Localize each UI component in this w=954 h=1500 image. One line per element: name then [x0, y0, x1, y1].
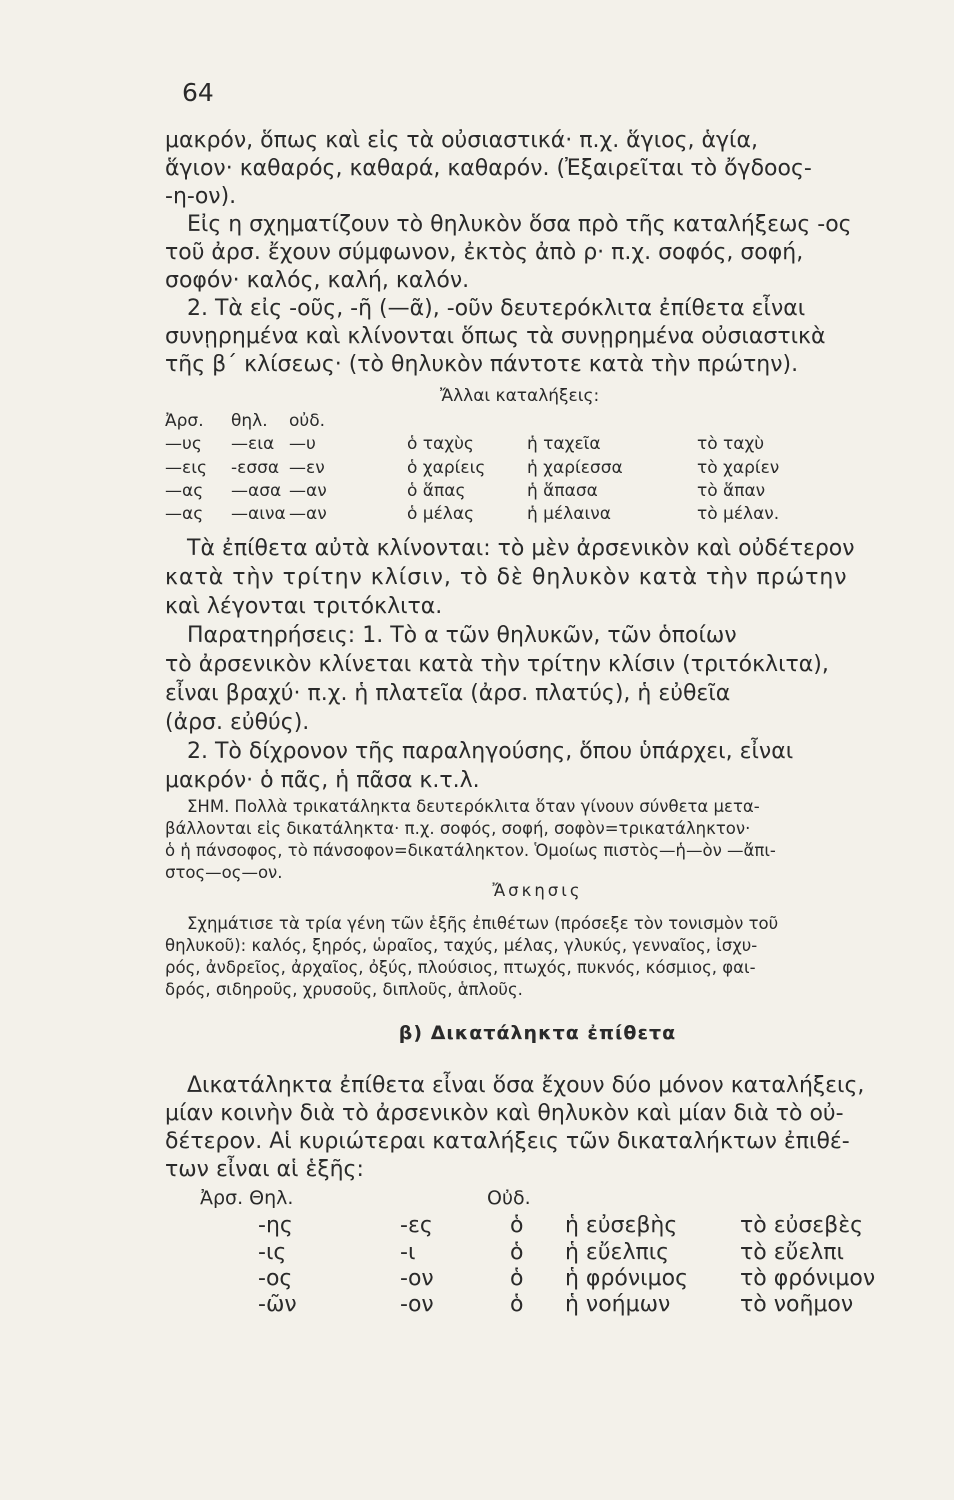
- text-line: μακρόν· ὁ πᾶς, ἡ πᾶσα κ.τ.λ.: [165, 768, 480, 793]
- table-cell: -εσσα: [231, 458, 280, 478]
- text-line: Δικατάληκτα ἐπίθετα εἶναι ὅσα ἔχουν δύο μόνον καταλήξεις,: [187, 1073, 865, 1098]
- table-cell: ἡ χαρίεσσα: [527, 458, 623, 478]
- table-cell: —αινα: [231, 504, 286, 524]
- table-cell: —αν: [289, 504, 327, 524]
- table-cell: τὸ χαρίεν: [697, 458, 780, 478]
- text-line: (ἀρσ. εὐθύς).: [165, 710, 310, 735]
- table-header: Ἀρσ. Θηλ.: [200, 1187, 294, 1209]
- paragraph-tritoklita: [165, 534, 910, 795]
- exercise-block: [165, 913, 910, 1001]
- text-line: ἅγιον· καθαρός, καθαρά, καθαρόν. (Ἐξαιρεῖται τὸ ὄγδοος-: [165, 156, 812, 181]
- text-line: καὶ λέγονται τριτόκλιτα.: [165, 594, 443, 619]
- text-line: σοφόν· καλός, καλή, καλόν.: [165, 268, 470, 293]
- exercise-title: Ἄσκησις: [492, 881, 583, 900]
- table-cell: ὁ: [510, 1292, 524, 1317]
- text-line: στος—ος—ον.: [165, 863, 283, 882]
- table-cell: —ας: [165, 504, 204, 524]
- table-cell: τὸ εὐσεβὲς: [740, 1213, 863, 1238]
- table-cell: —ας: [165, 481, 204, 501]
- text-line: 2. Τὰ εἰς -οῦς, -ῆ (—ᾶ), -οῦν δευτερόκλιτα ἐπίθετα εἶναι: [187, 296, 806, 321]
- text-line: τῆς β΄ κλίσεως· (τὸ θηλυκὸν πάντοτε κατὰ τὴν πρώτην).: [165, 352, 799, 377]
- table-cell: —εις: [165, 458, 207, 478]
- text-line: μακρόν, ὅπως καὶ εἰς τὰ οὐσιαστικά· π.χ. ἅγιος, ἁγία,: [165, 128, 758, 153]
- text-line: ΣΗΜ. Πολλὰ τρικατάληκτα δευτερόκλιτα ὅταν γίνουν σύνθετα μετα-: [187, 797, 760, 816]
- table-cell: ὁ: [510, 1266, 524, 1291]
- text-line: βάλλονται εἰς δικατάληκτα· π.χ. σοφός, σοφή, σοφὸν=τρικατάληκτον·: [165, 819, 751, 838]
- table-cell: —υς: [165, 434, 202, 454]
- table-cell: ἡ ἅπασα: [527, 481, 598, 501]
- table-header: θηλ.: [231, 411, 268, 431]
- table-cell: -ῶν: [258, 1292, 297, 1317]
- text-line: συνῃρημένα καὶ κλίνονται ὅπως τὰ συνῃρημένα οὐσιαστικὰ: [165, 324, 826, 349]
- text-line: μίαν κοινὴν διὰ τὸ ἀρσενικὸν καὶ θηλυκὸν καὶ μίαν διὰ τὸ οὐ-: [165, 1101, 844, 1126]
- text-line: Παρατηρήσεις: 1. Τὸ α τῶν θηλυκῶν, τῶν ὁποίων: [187, 623, 737, 648]
- note-block: [165, 796, 910, 884]
- table-cell: —εια: [231, 434, 275, 454]
- table-cell: —εν: [289, 458, 325, 478]
- table-cell: —ασα: [231, 481, 282, 501]
- text-line: τὸ ἀρσενικὸν κλίνεται κατὰ τὴν τρίτην κλίσιν (τριτόκλιτα),: [165, 652, 829, 677]
- paragraph-dikataleikta: [165, 1072, 910, 1184]
- text-line: δρός, σιδηροῦς, χρυσοῦς, διπλοῦς, ἁπλοῦς.: [165, 980, 523, 999]
- table-cell: ὁ: [510, 1213, 524, 1238]
- text-line: Εἰς η σχηματίζουν τὸ θηλυκὸν ὅσα πρὸ τῆς καταλήξεως -ος: [187, 212, 852, 237]
- table-cell: -ον: [400, 1292, 434, 1317]
- table-cell: -ον: [400, 1266, 434, 1291]
- text-line: των εἶναι αἱ ἑξῆς:: [165, 1157, 364, 1182]
- table-cell: τὸ νοῆμον: [740, 1292, 854, 1317]
- table-cell: ἡ νοήμων: [565, 1292, 671, 1317]
- table-cell: ἡ εὐσεβὴς: [565, 1213, 678, 1238]
- table-cell: ἡ φρόνιμος: [565, 1266, 688, 1291]
- table-cell: τὸ ἅπαν: [697, 481, 766, 501]
- text-line: ὁ ἡ πάνσοφος, τὸ πάνσοφον=δικατάληκτον. Ὁμοίως πιστὸς—ἡ—ὸν —ἄπι-: [165, 841, 776, 860]
- table-cell: ὁ μέλας: [407, 504, 475, 524]
- text-line: δέτερον. Αἱ κυριώτεραι καταλήξεις τῶν δικαταλήκτων ἐπιθέ-: [165, 1129, 850, 1154]
- table-cell: ἡ εὔελπις: [565, 1240, 670, 1265]
- table-cell: ὁ χαρίεις: [407, 458, 486, 478]
- table-cell: —υ: [289, 434, 316, 454]
- text-line: Σχημάτισε τὰ τρία γένη τῶν ἑξῆς ἐπιθέτων (πρόσεξε τὸν τονισμὸν τοῦ: [187, 914, 779, 933]
- table-cell: ὁ ταχὺς: [407, 434, 474, 454]
- text-line: εἶναι βραχύ· π.χ. ἡ πλατεῖα (ἀρσ. πλατύς), ἡ εὐθεῖα: [165, 681, 731, 706]
- section-heading: β) Δικατάληκτα ἐπίθετα: [398, 1022, 677, 1044]
- text-line: 2. Τὸ δίχρονον τῆς παραληγούσης, ὅπου ὑπάρχει, εἶναι: [187, 739, 794, 764]
- table-cell: τὸ ταχὺ: [697, 434, 765, 454]
- page-number: 64: [182, 78, 214, 107]
- table-cell: ἡ μέλαινα: [527, 504, 611, 524]
- text-line: -η-ον).: [165, 184, 237, 209]
- text-line: Τὰ ἐπίθετα αὐτὰ κλίνονται: τὸ μὲν ἀρσενικὸν καὶ οὐδέτερον: [187, 536, 855, 561]
- text-line: θηλυκοῦ): καλός, ξηρός, ὡραῖος, ταχύς, μέλας, γλυκύς, γενναῖος, ἰσχυ-: [165, 936, 758, 955]
- table-cell: τὸ φρόνιμον: [740, 1266, 876, 1291]
- table-header: Ἀρσ.: [165, 411, 204, 431]
- table-cell: ὁ: [510, 1240, 524, 1265]
- table-cell: τὸ μέλαν.: [697, 504, 780, 524]
- table-cell: ἡ ταχεῖα: [527, 434, 601, 454]
- text-line: ρός, ἀνδρεῖος, ἀρχαῖος, ὀξύς, πλούσιος, πτωχός, πυκνός, κόσμιος, φαι-: [165, 958, 756, 977]
- table-cell: —αν: [289, 481, 327, 501]
- paragraph-adjective-feminine: [165, 127, 910, 379]
- table-cell: τὸ εὔελπι: [740, 1240, 844, 1265]
- table-cell: -ης: [258, 1213, 293, 1238]
- text-line: κατὰ τὴν τρίτην κλίσιν, τὸ δὲ θηλυκὸν κατὰ τὴν πρώτην: [165, 565, 848, 590]
- table-header: οὐδ.: [289, 411, 326, 431]
- table-cell: -ος: [258, 1266, 293, 1291]
- table-cell: -ι: [400, 1240, 416, 1265]
- table-cell: -ις: [258, 1240, 287, 1265]
- table-header: Οὐδ.: [487, 1187, 531, 1209]
- table-cell: -ες: [400, 1213, 433, 1238]
- table-title: Ἄλλαι καταλήξεις:: [440, 386, 600, 406]
- text-line: τοῦ ἀρσ. ἔχουν σύμφωνον, ἐκτὸς ἀπὸ ρ· π.χ. σοφός, σοφή,: [165, 240, 804, 265]
- table-cell: ὁ ἅπας: [407, 481, 466, 501]
